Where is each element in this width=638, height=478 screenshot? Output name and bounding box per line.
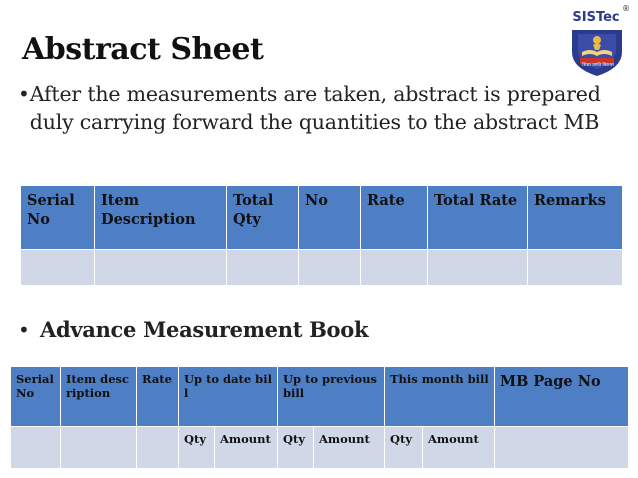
table-cell <box>361 250 428 286</box>
header-remarks: Remarks <box>528 186 623 250</box>
subheader-amount: Amount <box>314 427 385 469</box>
header-item-description: Item description <box>61 367 137 427</box>
subheader-amount: Amount <box>215 427 278 469</box>
table-header-row <box>11 367 629 427</box>
header-total-rate: Total Rate <box>428 186 528 250</box>
slide-title: Abstract Sheet <box>22 32 264 67</box>
header-item-description: Item Description <box>95 186 227 250</box>
header-up-to-date-bill: Up to date bill <box>179 367 278 427</box>
table-cell <box>299 250 361 286</box>
bullet-text: Advance Measurement Book <box>40 317 369 342</box>
subheader-qty: Qty <box>179 427 215 469</box>
table-row <box>11 427 629 469</box>
subheader-qty: Qty <box>385 427 423 469</box>
header-mb-page-no: MB Page No <box>495 367 629 427</box>
bullet-text: After the measurements are taken, abstract is prepared duly carrying forward the quantities to the abstract MB <box>29 82 601 134</box>
header-serial-no: Serial No <box>21 186 95 250</box>
table-cell <box>95 250 227 286</box>
header-serial-no: Serial No <box>11 367 61 427</box>
bullet-dot: • <box>18 82 30 106</box>
table-cell <box>495 427 629 469</box>
table-cell <box>21 250 95 286</box>
table-cell <box>428 250 528 286</box>
bullet-dot: • <box>18 318 30 342</box>
subheader-qty: Qty <box>278 427 314 469</box>
subheader-amount: Amount <box>423 427 495 469</box>
table-cell <box>11 427 61 469</box>
header-this-month-bill: This month bill <box>385 367 495 427</box>
abstract-sheet-table <box>20 185 623 286</box>
logo-brand-text: SISTec <box>572 10 620 25</box>
bullet-abstract-description <box>18 80 608 136</box>
table-cell <box>528 250 623 286</box>
table-cell <box>137 427 179 469</box>
advance-measurement-book-table <box>10 366 629 469</box>
registered-mark: ® <box>622 4 630 13</box>
header-up-to-previous-bill: Up to previous bill <box>278 367 385 427</box>
header-rate: Rate <box>137 367 179 427</box>
table-header-row <box>21 186 623 250</box>
table-cell <box>227 250 299 286</box>
header-no: No <box>299 186 361 250</box>
shield-icon <box>568 28 626 78</box>
header-rate: Rate <box>361 186 428 250</box>
header-total-qty: Total Qty <box>227 186 299 250</box>
table-cell <box>61 427 137 469</box>
table-row <box>21 250 623 286</box>
sistec-logo <box>566 4 630 80</box>
bullet-advance-mb <box>18 316 518 344</box>
logo-motto: शिक्षा प्रगति विकास <box>582 63 614 68</box>
